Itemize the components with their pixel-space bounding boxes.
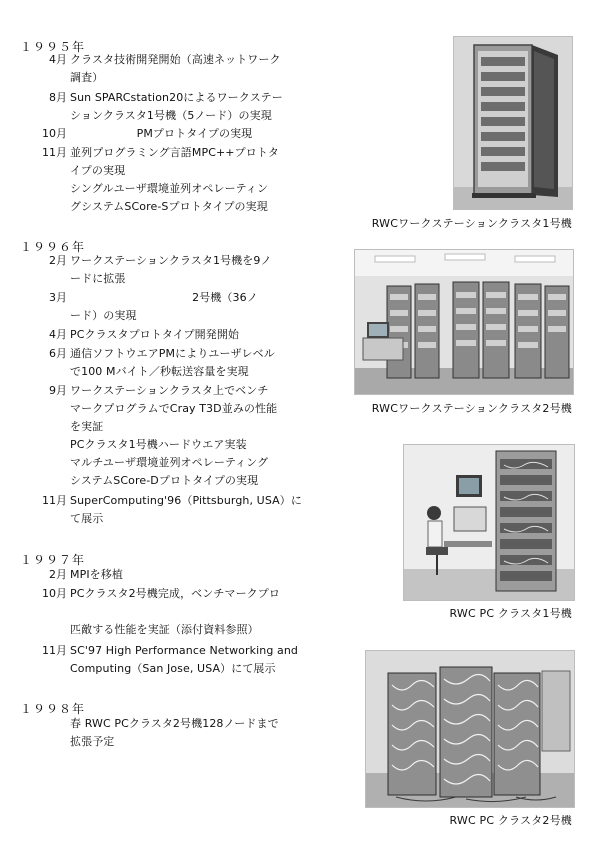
entry-month: 8月: [49, 91, 67, 104]
entry-text: を実証: [70, 420, 104, 433]
entry-text: 拡張予定: [70, 735, 115, 748]
photo-caption: RWCワークステーションクラスタ2号機: [371, 402, 572, 415]
entry-text: ションクラスタ1号機（5ノード）の実現: [70, 109, 272, 122]
entry-text: PCクラスタ1号機ハードウエア実装: [70, 438, 247, 451]
entry-month: 10月: [42, 587, 67, 600]
entry-text: SC'97 High Performance Networking and: [70, 644, 298, 657]
entry-text: PCクラスタプロトタイプ開発開始: [70, 328, 240, 341]
entry-text: Sun SPARCstation20によるワークステー: [70, 91, 283, 104]
year-heading-1996: １９９６年: [20, 240, 86, 254]
entry-text: PCクラスタ2号機完成，ベンチマークプロ: [70, 587, 280, 600]
photo-ws-cluster-1-image: [454, 37, 572, 209]
entry-text: マルチユーザ環境並列オペレーティング: [70, 456, 269, 469]
entry-text: シングルユーザ環境並列オペレーティン: [70, 182, 269, 195]
photo-pc-cluster-1-image: [404, 445, 574, 600]
photo-ws-cluster-2: [354, 249, 574, 395]
entry-text: マークプログラムでCray T3D並みの性能: [70, 402, 278, 415]
entry-text: グシステムSCore-Sプロトタイプの実現: [70, 200, 268, 213]
entry-text: MPIを移植: [70, 568, 123, 581]
entry-text: システムSCore-Dプロトタイプの実現: [70, 474, 259, 487]
entry-text: [70, 603, 310, 621]
entry-text: ワークステーションクラスタ1号機を9ノ: [70, 254, 272, 267]
entry-text: クラスタ技術開発開始（高速ネットワーク: [70, 53, 281, 66]
year-heading-1998: １９９８年: [20, 702, 86, 716]
entry-month: 11月: [42, 146, 67, 159]
entry-text: 通信ソフトウエアPMによりユーザレベル: [70, 347, 275, 360]
photo-ws-cluster-2-image: [355, 250, 573, 394]
entry-text: SuperComputing'96（Pittsburgh, USA）に: [70, 494, 302, 507]
entry-text: 2号機（36ノ: [70, 291, 258, 304]
entry-text: Computing（San Jose, USA）にて展示: [70, 662, 276, 675]
entry-month: 11月: [42, 494, 67, 507]
photo-caption: RWC PC クラスタ1号機: [449, 607, 572, 620]
photo-caption: RWC PC クラスタ2号機: [449, 814, 572, 827]
entry-text: イプの実現: [70, 164, 126, 177]
photo-pc-cluster-1: [403, 444, 575, 601]
photo-pc-cluster-2: [365, 650, 575, 808]
photo-ws-cluster-1: [453, 36, 573, 210]
entry-month: 9月: [49, 384, 67, 397]
entry-month: 4月: [49, 328, 67, 341]
entry-month: 2月: [49, 568, 67, 581]
entry-text: て展示: [70, 512, 104, 525]
photo-caption: RWCワークステーションクラスタ1号機: [371, 217, 572, 230]
year-heading-1995: １９９５年: [20, 40, 86, 54]
entry-text: 匹敵する性能を実証（添付資料参照）: [70, 623, 259, 636]
entry-text: ワークステーションクラスタ上でベンチ: [70, 384, 269, 397]
year-heading-1997: １９９７年: [20, 553, 86, 567]
entry-text: ードに拡張: [70, 272, 126, 285]
entry-text: 並列プログラミング言語MPC++プロトタ: [70, 146, 280, 159]
entry-month: 3月: [49, 291, 67, 304]
entry-month: 2月: [49, 254, 67, 267]
entry-text: 調査）: [70, 71, 104, 84]
photo-pc-cluster-2-image: [366, 651, 574, 807]
entry-text: で100 Mバイト／秒転送容量を実現: [70, 365, 249, 378]
entry-month: 6月: [49, 347, 67, 360]
entry-text: PMプロトタイプの実現: [70, 127, 253, 140]
entry-text: ード）の実現: [70, 309, 137, 322]
entry-month: 4月: [49, 53, 67, 66]
entry-text: 春 RWC PCクラスタ2号機128ノードまで: [70, 717, 279, 730]
entry-month: 11月: [42, 644, 67, 657]
entry-month: 10月: [42, 127, 67, 140]
